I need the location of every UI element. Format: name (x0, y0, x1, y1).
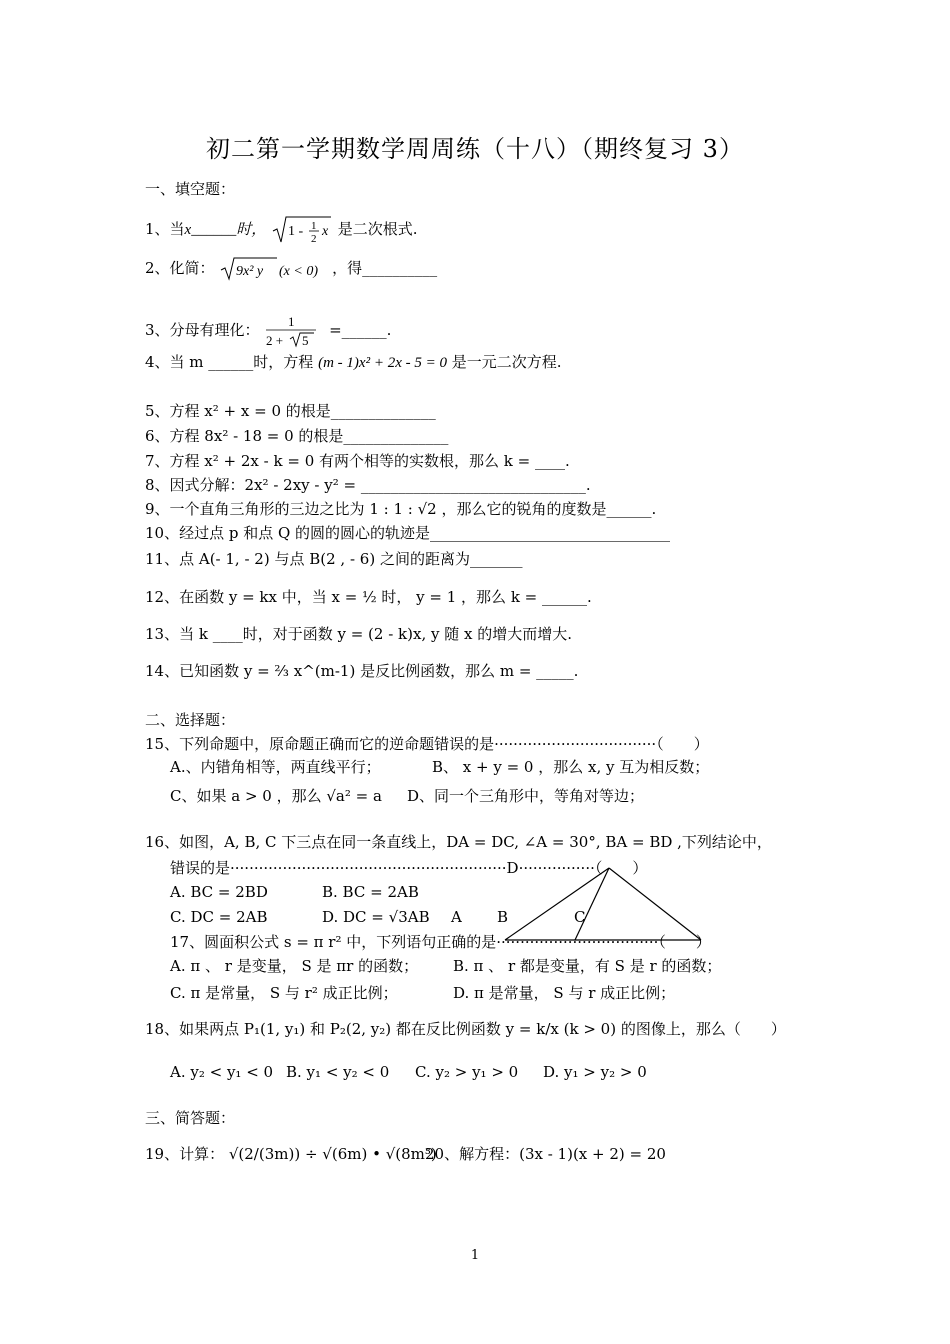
question-1 (145, 215, 418, 245)
q3-fraction (264, 313, 324, 349)
figure-label-b: B (497, 908, 509, 926)
q3-prefix: 3、分母有理化： (145, 321, 260, 339)
svg-text:2: 2 (311, 233, 317, 245)
question-9: 9、一个直角三角形的三边之比为 1 : 1 : √2 ，那么它的锐角的度数是______. (145, 500, 657, 518)
question-7: 7、方程 x² + 2x - k = 0 有两个相等的实数根，那么 k = ____. (145, 452, 570, 470)
question-11: 11、点 A(- 1, - 2) 与点 B(2 , - 6) 之间的距离为_______ (145, 550, 523, 568)
question-8: 8、因式分解：2x² - 2xy - y² = ______________________________. (145, 476, 591, 494)
q16-option-d: D. DC = √3AB (322, 908, 430, 926)
question-18-stem: 18、如果两点 P₁(1, y₁) 和 P₂(2, y₂) 都在反比例函数 y = k/x (k > 0) 的图像上，那么（ ） (145, 1020, 786, 1038)
q16-option-a: A. BC = 2BD (170, 883, 268, 901)
question-10: 10、经过点 p 和点 Q 的圆的圆心的轨迹是________________________________ (145, 524, 671, 542)
q1-expression (271, 220, 338, 245)
svg-text:x: x (322, 224, 329, 239)
q1-prefix: 1、当 (145, 220, 185, 238)
q1-tail: 是二次根式. (337, 220, 418, 238)
figure-line-bd (575, 868, 609, 940)
svg-text:1: 1 (311, 220, 317, 232)
q1-radical (271, 215, 333, 245)
question-4 (145, 352, 562, 373)
question-15-stem: 15、下列命题中，原命题正确而它的逆命题错误的是··································（ ） (145, 735, 709, 753)
figure-label-a: A (451, 908, 462, 926)
q1-blank: x______时， (184, 222, 267, 238)
svg-text:1: 1 (288, 314, 295, 329)
question-2 (145, 256, 437, 282)
q18-option-c: C. y₂ > y₁ > 0 (415, 1063, 519, 1081)
q15-option-a: A.、内错角相等，两直线平行； (170, 758, 381, 776)
svg-text:9x² y: 9x² y (236, 264, 264, 279)
svg-text:5: 5 (302, 333, 309, 348)
q2-prefix: 2、化简： (145, 259, 215, 277)
q18-option-a: A. y₂ < y₁ < 0 (170, 1063, 274, 1081)
q2-tail: ，得__________ (332, 259, 438, 277)
question-13: 13、当 k ____时，对于函数 y = (2 - k)x, y 随 x 的增大而增大. (145, 625, 573, 643)
section-fill-heading: 一、填空题： (145, 180, 236, 198)
page-title: 初二第一学期数学周周练（十八）（期终复习 3） (206, 135, 744, 163)
q15-option-c: C、如果 a > 0 ，那么 √a² = a (170, 787, 382, 805)
section-answer-heading: 三、简答题： (145, 1109, 236, 1127)
q17-option-b: B. π 、 r 都是变量，有 S 是 r 的函数； (453, 957, 722, 975)
q4-tail: 是一元二次方程. (451, 353, 562, 371)
q18-option-d: D. y₁ > y₂ > 0 (543, 1063, 647, 1081)
svg-text:(x < 0): (x < 0) (279, 264, 319, 279)
q17-option-d: D. π 是常量， S 与 r 成正比例； (453, 984, 676, 1002)
q16-option-c: C. DC = 2AB (170, 908, 268, 926)
figure-line-dc (609, 868, 701, 940)
q17-option-c: C. π 是常量， S 与 r² 成正比例； (170, 984, 398, 1002)
figure-label-c: C (574, 908, 586, 926)
q3-tail: =______. (329, 321, 392, 339)
figure-line-ad (505, 868, 609, 940)
q4-equation: (m - 1)x² + 2x - 5 = 0 (318, 355, 447, 371)
question-5: 5、方程 x² + x = 0 的根是______________ (145, 402, 436, 420)
q4-prefix: 4、当 m ______时，方程 (145, 353, 314, 371)
q17-option-a: A. π 、 r 是变量， S 是 πr 的函数； (170, 957, 419, 975)
q2-radical (219, 256, 327, 282)
q15-option-b: B、 x + y = 0 ，那么 x, y 互为相反数； (432, 758, 710, 776)
question-14: 14、已知函数 y = ⅔ x^(m-1) 是反比例函数，那么 m = _____. (145, 662, 579, 680)
question-6: 6、方程 8x² - 18 = 0 的根是______________ (145, 427, 449, 445)
question-16-stem: 16、如图，A, B, C 下三点在同一条直线上，DA = DC, ∠A = 30°, BA = BD ,下列结论中， (145, 833, 772, 851)
section-choice-heading: 二、选择题： (145, 711, 236, 729)
page-number: 1 (470, 1248, 480, 1263)
question-19: 19、计算： √(2/(3m)) ÷ √(6m) • √(8m³) (145, 1145, 437, 1163)
question-16-stem-2: 错误的是··························································D················（ ） (170, 859, 648, 877)
question-20: 20、解方程：(3x - 1)(x + 2) = 20 (425, 1145, 666, 1163)
svg-text:2 +: 2 + (266, 333, 284, 348)
question-12: 12、在函数 y = kx 中，当 x = ½ 时， y = 1 ，那么 k = ______. (145, 588, 592, 606)
q18-option-b: B. y₁ < y₂ < 0 (286, 1063, 390, 1081)
question-3 (145, 313, 391, 349)
q16-option-b: B. BC = 2AB (322, 883, 419, 901)
question-17-stem: 17、圆面积公式 s = π r² 中，下列语句正确的是··································（ ） (170, 933, 711, 951)
q15-option-d: D、同一个三角形中，等角对等边； (407, 787, 645, 805)
svg-text:1 -: 1 - (288, 224, 304, 239)
